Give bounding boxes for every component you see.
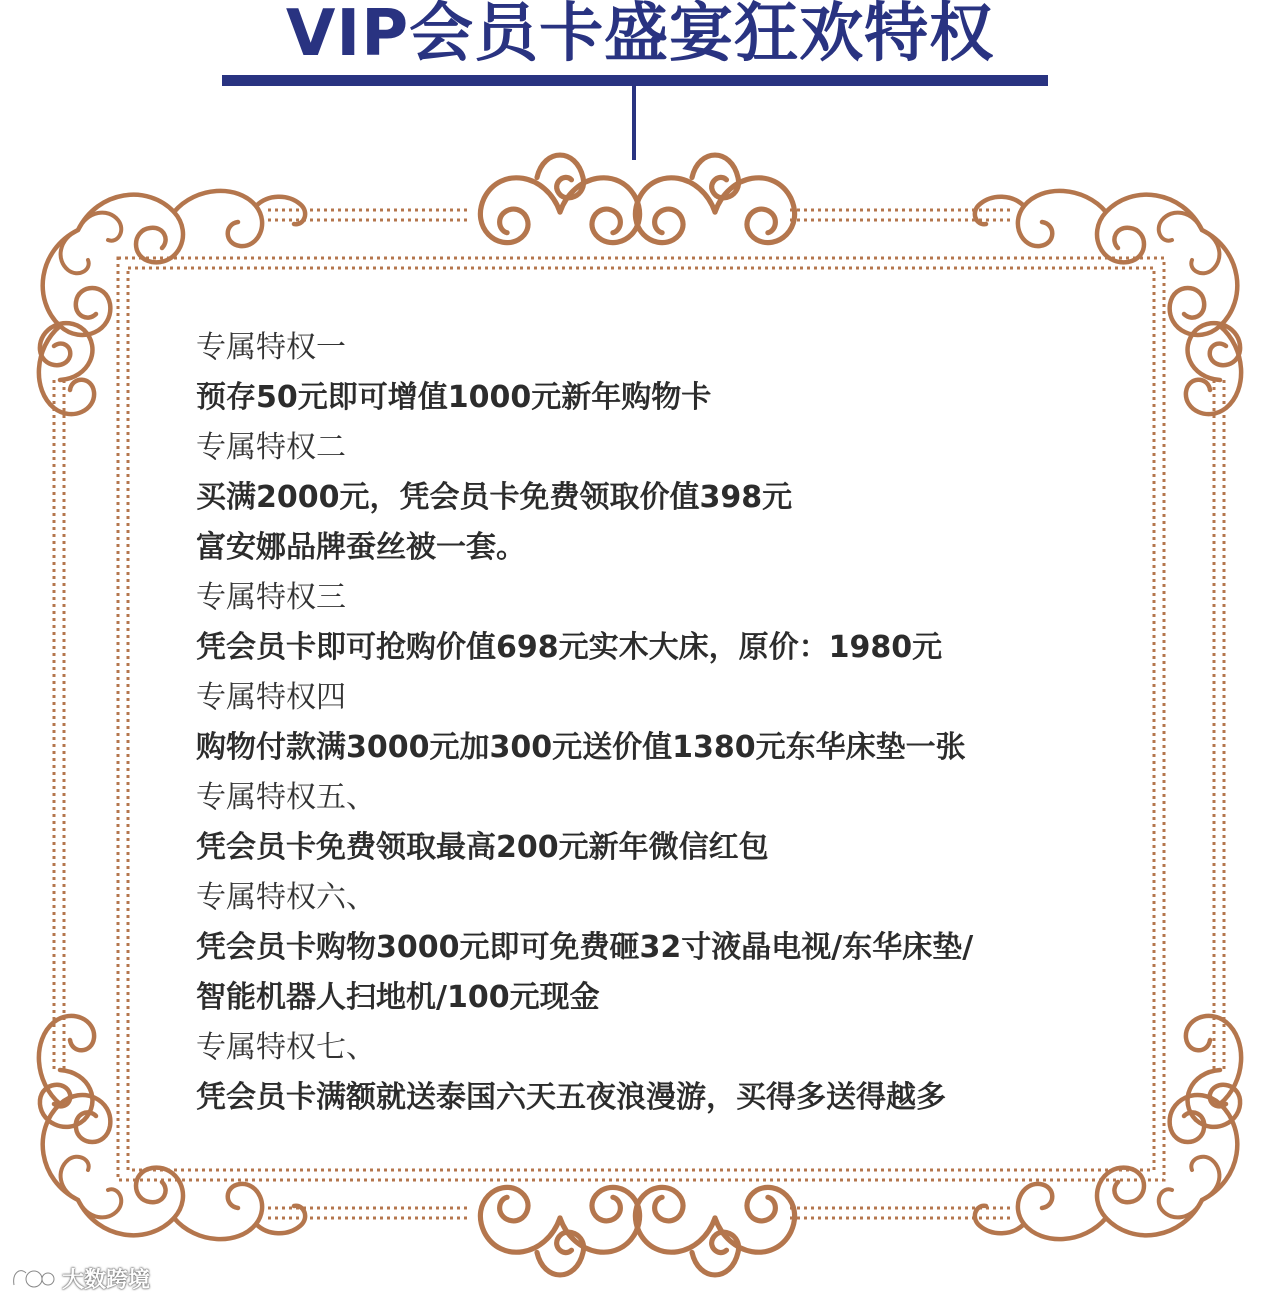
privilege-6-detail-line-1: 凭会员卡购物3000元即可免费砸32寸液晶电视/东华床垫/ xyxy=(196,930,974,965)
privilege-2-label: 专属特权二 xyxy=(196,430,346,465)
privilege-5-label: 专属特权五、 xyxy=(196,780,376,815)
privilege-4-label: 专属特权四 xyxy=(196,680,346,715)
watermark xyxy=(10,1258,150,1298)
privilege-7-label: 专属特权七、 xyxy=(196,1030,376,1065)
title-connector-line xyxy=(632,86,636,160)
privilege-7-detail: 凭会员卡满额就送泰国六天五夜浪漫游，买得多送得越多 xyxy=(196,1080,946,1115)
privilege-3-label: 专属特权三 xyxy=(196,580,346,615)
privilege-1-label: 专属特权一 xyxy=(196,330,346,365)
privilege-4-detail: 购物付款满3000元加300元送价值1380元东华床垫一张 xyxy=(196,730,966,765)
privilege-6-detail-line-2: 智能机器人扫地机/100元现金 xyxy=(196,980,600,1015)
privilege-5-detail: 凭会员卡免费领取最高200元新年微信红包 xyxy=(196,830,769,865)
privilege-1-detail: 预存50元即可增值1000元新年购物卡 xyxy=(196,380,712,415)
privilege-2-detail-line-2: 富安娜品牌蚕丝被一套。 xyxy=(196,530,526,565)
title-underline xyxy=(222,75,1048,86)
privilege-6-label: 专属特权六、 xyxy=(196,880,376,915)
page-title: VIP会员卡盛宴狂欢特权 xyxy=(285,0,995,71)
watermark-text: 大数跨境 xyxy=(62,1267,151,1293)
privilege-2-detail-line-1: 买满2000元，凭会员卡免费领取价值398元 xyxy=(196,480,793,515)
privileges-list xyxy=(196,323,1096,1123)
privilege-3-detail: 凭会员卡即可抢购价值698元实木大床，原价：1980元 xyxy=(196,630,943,665)
watermark-logo-icon xyxy=(10,1263,58,1293)
